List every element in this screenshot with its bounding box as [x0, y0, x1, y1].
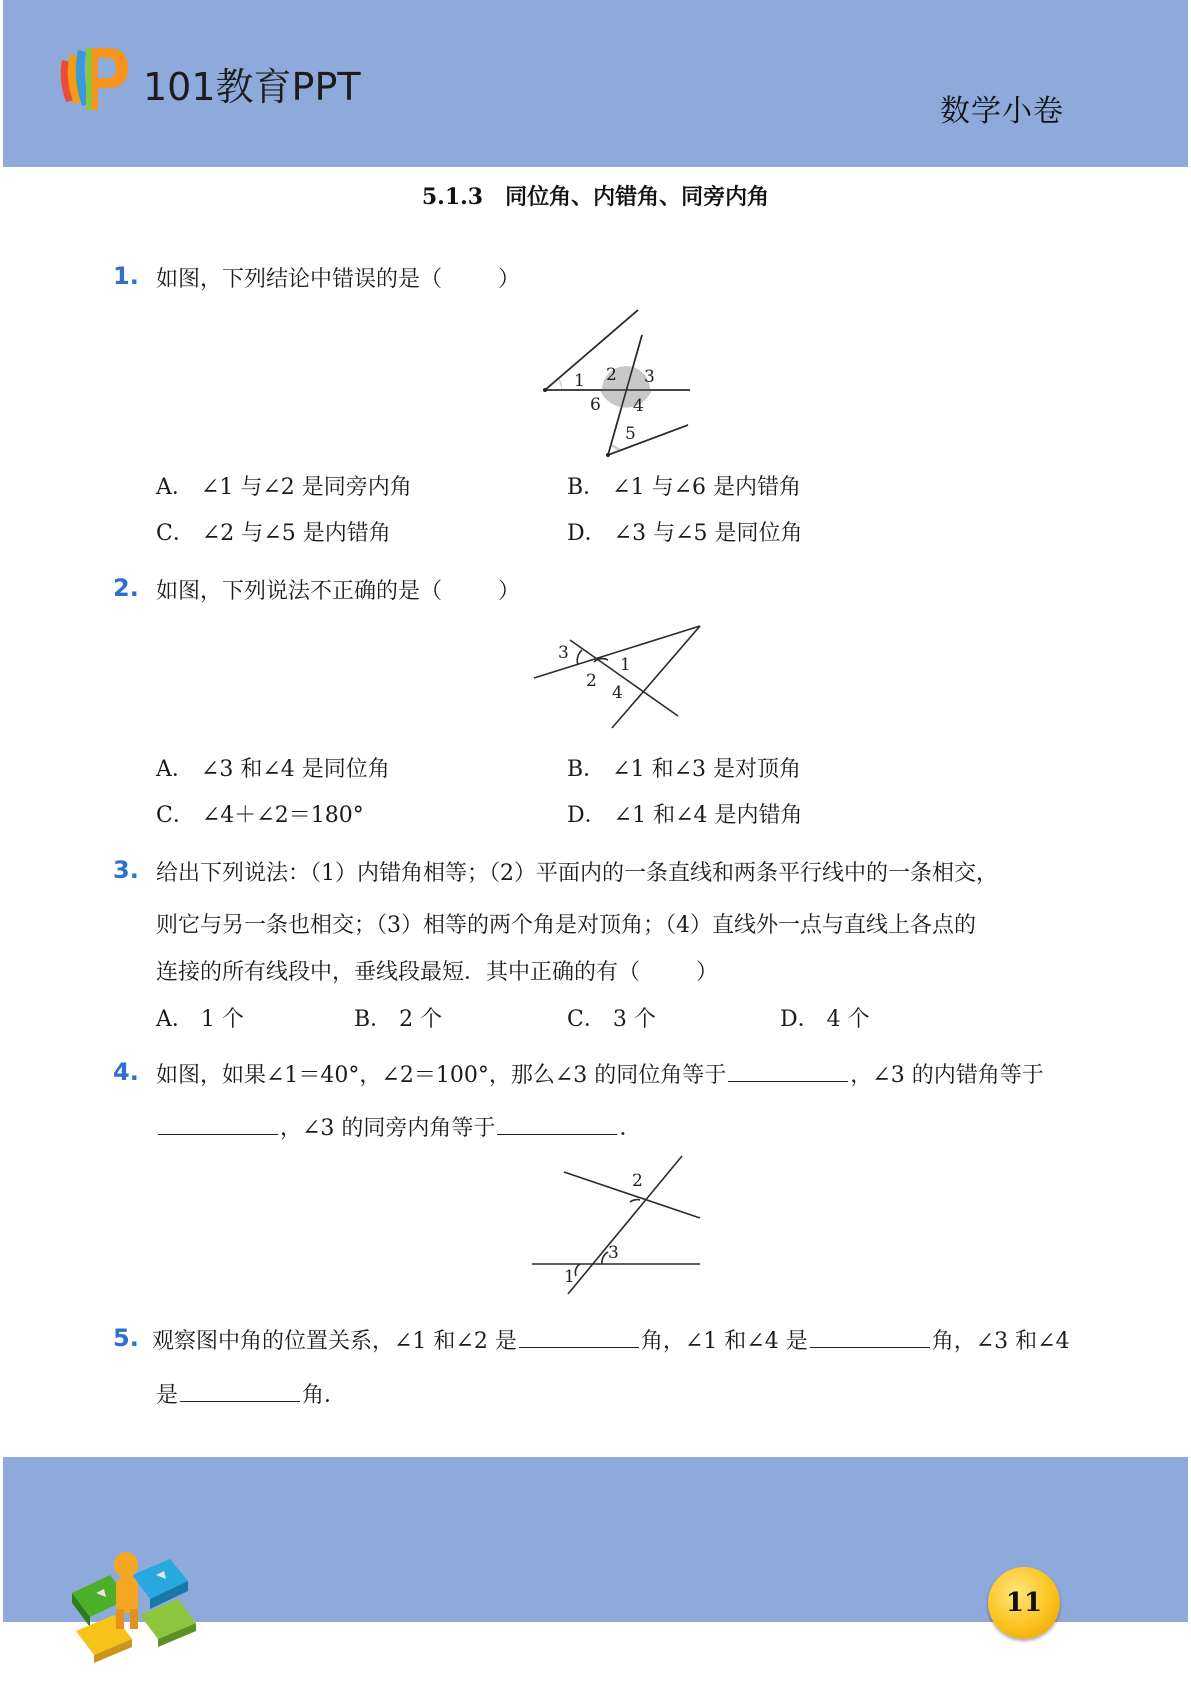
- q1-angle-label-2: 2: [606, 365, 617, 385]
- answer-blank-1[interactable]: [728, 1059, 848, 1082]
- question-2-option-d: D． ∠1 和∠4 是内错角: [567, 803, 803, 828]
- answer-blank-4[interactable]: [519, 1325, 639, 1348]
- question-3-number: 3.: [113, 856, 139, 884]
- q4-angle-label-3: 3: [608, 1243, 619, 1263]
- brand-logo-icon: [56, 40, 136, 116]
- question-3-option-b: B． 2 个: [354, 1007, 443, 1032]
- question-2-option-b: B． ∠1 和∠3 是对顶角: [567, 757, 802, 782]
- question-3-line-3: 连接的所有线段中，垂线段最短．其中正确的有（ ）: [156, 960, 719, 985]
- footer-decoration-icon: [66, 1535, 216, 1665]
- question-1-option-c: C． ∠2 与∠5 是内错角: [156, 521, 391, 546]
- answer-blank-6[interactable]: [180, 1379, 300, 1402]
- question-2-option-a: A． ∠3 和∠4 是同位角: [156, 757, 390, 782]
- q1-angle-label-1: 1: [574, 371, 585, 391]
- answer-blank-2[interactable]: [158, 1112, 278, 1135]
- question-5-line-1: 观察图中角的位置关系，∠1 和∠2 是 角，∠1 和∠4 是 角，∠3 和∠4: [152, 1324, 1070, 1355]
- question-1-option-b: B． ∠1 与∠6 是内错角: [567, 475, 802, 500]
- question-2-stem: 如图，下列说法不正确的是（ ）: [156, 579, 521, 604]
- q1-angle-label-4: 4: [633, 396, 644, 416]
- section-number: 5.1.3: [421, 184, 484, 210]
- answer-blank-5[interactable]: [810, 1325, 930, 1348]
- header-label: 数学小卷: [940, 94, 1064, 129]
- q1-angle-label-6: 6: [590, 395, 601, 415]
- question-2-option-c: C． ∠4＋∠2＝180°: [156, 803, 364, 828]
- question-5-number: 5.: [113, 1324, 139, 1352]
- question-1-figure: [540, 305, 700, 465]
- question-3-option-c: C． 3 个: [567, 1007, 656, 1032]
- question-5-line-2: 是 角．: [156, 1378, 346, 1409]
- question-3-line-2: 则它与另一条也相交；（3）相等的两个角是对顶角；（4）直线外一点与直线上各点的: [156, 913, 976, 938]
- question-1-number: 1.: [113, 262, 139, 290]
- q4-angle-label-1: 1: [564, 1267, 575, 1287]
- page-number-badge: 11: [988, 1567, 1060, 1639]
- q2-angle-label-4: 4: [612, 683, 623, 703]
- section-name: 同位角、内错角、同旁内角: [505, 184, 770, 210]
- question-1-option-a: A． ∠1 与∠2 是同旁内角: [156, 475, 412, 500]
- question-3-option-a: A． 1 个: [156, 1007, 244, 1032]
- question-4-number: 4.: [113, 1058, 139, 1086]
- question-4-figure: [528, 1152, 708, 1300]
- question-1-stem: 如图，下列结论中错误的是（ ）: [156, 267, 521, 292]
- brand-name: 101教育PPT: [143, 65, 361, 109]
- question-1-option-d: D． ∠3 与∠5 是同位角: [567, 521, 803, 546]
- q2-angle-label-1: 1: [620, 655, 631, 675]
- q1-angle-label-3: 3: [644, 367, 655, 387]
- question-2-number: 2.: [113, 574, 139, 602]
- question-4-line-2: ，∠3 的同旁内角等于 ．: [156, 1111, 641, 1142]
- question-3-line-1: 给出下列说法：（1）内错角相等；（2）平面内的一条直线和两条平行线中的一条相交，: [156, 861, 998, 886]
- section-title: [0, 180, 1191, 211]
- q2-angle-label-2: 2: [586, 671, 597, 691]
- q1-angle-label-5: 5: [625, 424, 636, 444]
- answer-blank-3[interactable]: [497, 1112, 617, 1135]
- q4-angle-label-2: 2: [632, 1171, 643, 1191]
- question-4-line-1: 如图，如果∠1＝40°，∠2＝100°，那么∠3 的同位角等于 ，∠3 的内错角等于: [156, 1058, 1044, 1089]
- q2-angle-label-3: 3: [558, 643, 569, 663]
- question-3-option-d: D． 4 个: [780, 1007, 870, 1032]
- question-2-figure: [530, 620, 710, 730]
